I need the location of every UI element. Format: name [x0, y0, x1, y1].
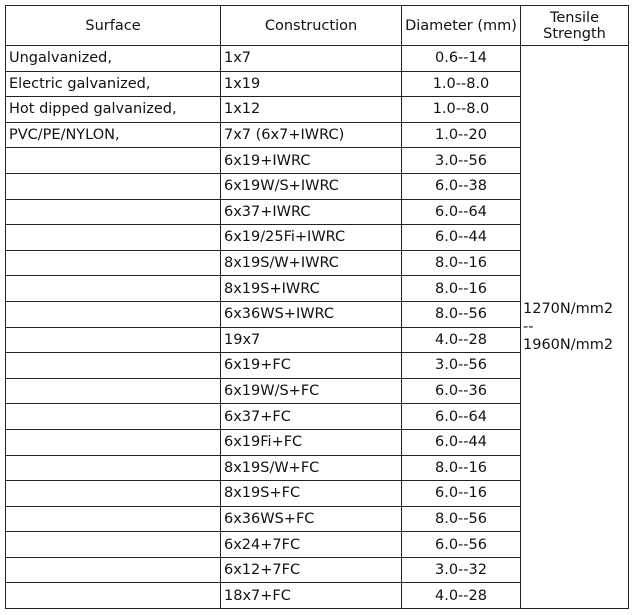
- construction-cell: 6x19/25Fi+IWRC: [221, 225, 402, 251]
- header-tensile-strength: [521, 6, 629, 46]
- diameter-cell: 6.0--44: [402, 429, 521, 455]
- header-tensile-line2: Strength: [543, 25, 606, 42]
- construction-cell: 8x19S+FC: [221, 481, 402, 507]
- surface-cell: [6, 481, 221, 507]
- header-construction: Construction: [221, 6, 402, 46]
- diameter-cell: 8.0--16: [402, 455, 521, 481]
- diameter-cell: 6.0--64: [402, 199, 521, 225]
- surface-cell: [6, 327, 221, 353]
- construction-cell: 6x19+IWRC: [221, 148, 402, 174]
- surface-cell: [6, 276, 221, 302]
- diameter-cell: 3.0--56: [402, 148, 521, 174]
- construction-cell: 1x19: [221, 71, 402, 97]
- surface-cell: [6, 506, 221, 532]
- surface-cell: PVC/PE/NYLON,: [6, 122, 221, 148]
- surface-cell: [6, 557, 221, 583]
- surface-cell: [6, 378, 221, 404]
- diameter-cell: 4.0--28: [402, 583, 521, 609]
- construction-cell: 6x36WS+FC: [221, 506, 402, 532]
- surface-cell: [6, 250, 221, 276]
- diameter-cell: 8.0--56: [402, 506, 521, 532]
- diameter-cell: 8.0--56: [402, 301, 521, 327]
- construction-cell: 6x19+FC: [221, 353, 402, 379]
- diameter-cell: 6.0--44: [402, 225, 521, 251]
- surface-cell: [6, 199, 221, 225]
- construction-cell: 6x19W/S+IWRC: [221, 173, 402, 199]
- surface-cell: Ungalvanized,: [6, 46, 221, 72]
- diameter-cell: 0.6--14: [402, 46, 521, 72]
- tensile-strength-line1: 1270N/mm2: [523, 301, 614, 318]
- construction-cell: 6x24+7FC: [221, 532, 402, 558]
- construction-cell: 8x19S/W+IWRC: [221, 250, 402, 276]
- wire-rope-spec-table: [5, 5, 629, 609]
- construction-cell: 6x37+IWRC: [221, 199, 402, 225]
- surface-cell: [6, 404, 221, 430]
- construction-cell: 7x7 (6x7+IWRC): [221, 122, 402, 148]
- surface-cell: [6, 225, 221, 251]
- header-tensile-line1: Tensile: [549, 9, 600, 26]
- diameter-cell: 8.0--16: [402, 276, 521, 302]
- diameter-cell: 4.0--28: [402, 327, 521, 353]
- construction-cell: 6x19Fi+FC: [221, 429, 402, 455]
- tensile-strength-cell: [521, 46, 629, 609]
- diameter-cell: 1.0--20: [402, 122, 521, 148]
- diameter-cell: 6.0--56: [402, 532, 521, 558]
- diameter-cell: 1.0--8.0: [402, 97, 521, 123]
- construction-cell: 8x19S+IWRC: [221, 276, 402, 302]
- diameter-cell: 1.0--8.0: [402, 71, 521, 97]
- header-diameter: Diameter (mm): [402, 6, 521, 46]
- tensile-strength-line3: 1960N/mm2: [523, 337, 614, 354]
- surface-cell: [6, 173, 221, 199]
- surface-cell: Hot dipped galvanized,: [6, 97, 221, 123]
- construction-cell: 8x19S/W+FC: [221, 455, 402, 481]
- surface-cell: [6, 301, 221, 327]
- diameter-cell: 6.0--64: [402, 404, 521, 430]
- construction-cell: 19x7: [221, 327, 402, 353]
- surface-cell: [6, 148, 221, 174]
- construction-cell: 6x37+FC: [221, 404, 402, 430]
- table-row: [6, 46, 629, 72]
- diameter-cell: 8.0--16: [402, 250, 521, 276]
- diameter-cell: 6.0--36: [402, 378, 521, 404]
- diameter-cell: 3.0--32: [402, 557, 521, 583]
- diameter-cell: 6.0--16: [402, 481, 521, 507]
- construction-cell: 1x7: [221, 46, 402, 72]
- construction-cell: 6x12+7FC: [221, 557, 402, 583]
- construction-cell: 6x36WS+IWRC: [221, 301, 402, 327]
- surface-cell: [6, 455, 221, 481]
- construction-cell: 1x12: [221, 97, 402, 123]
- surface-cell: [6, 429, 221, 455]
- surface-cell: [6, 583, 221, 609]
- surface-cell: [6, 353, 221, 379]
- surface-cell: [6, 532, 221, 558]
- surface-cell: Electric galvanized,: [6, 71, 221, 97]
- header-surface: Surface: [6, 6, 221, 46]
- diameter-cell: 6.0--38: [402, 173, 521, 199]
- diameter-cell: 3.0--56: [402, 353, 521, 379]
- construction-cell: 6x19W/S+FC: [221, 378, 402, 404]
- construction-cell: 18x7+FC: [221, 583, 402, 609]
- header-row: [6, 6, 629, 46]
- tensile-strength-line2: --: [523, 319, 534, 336]
